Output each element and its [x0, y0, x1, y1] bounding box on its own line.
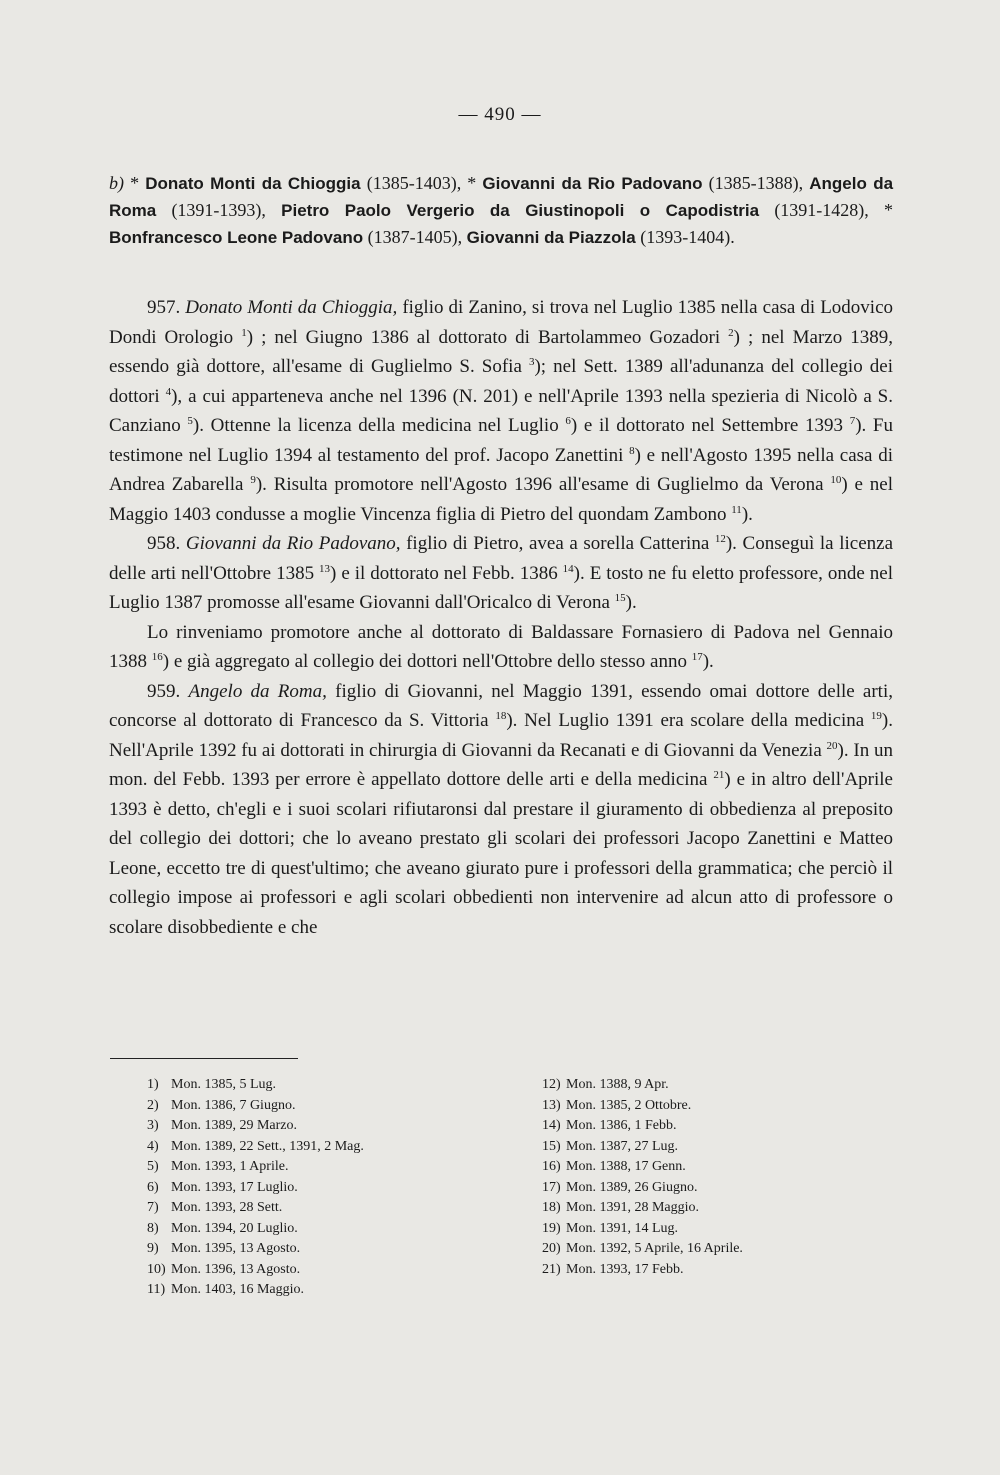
- footnote: 14) Mon. 1386, 1 Febb.: [542, 1118, 677, 1133]
- footnote-ref[interactable]: 1: [241, 326, 247, 339]
- footnote: 9) Mon. 1395, 13 Agosto.: [147, 1241, 301, 1256]
- section-label: b): [109, 173, 124, 193]
- section-name: Pietro Paolo Vergerio da Giustinopoli o Capodistria: [281, 201, 760, 220]
- footnote: 2) Mon. 1386, 7 Giugno.: [147, 1097, 296, 1113]
- footnote-ref[interactable]: 17: [691, 651, 703, 663]
- person-name: Giovanni da Rio Padovano,: [185, 533, 401, 554]
- footnote-ref[interactable]: 7: [849, 415, 856, 427]
- paragraph-958-continued: Lo rinveniamo promotore anche al dottorato di Baldassare Fornasiero di Padova nel Gennaio 1388 $^{16}$) e già aggregato al collegio dei dottori nell'Ottobre dello stesso anno $^{17}$).: [109, 621, 893, 672]
- section-entry: Giovanni da Piazzola (1393-1404).: [466, 227, 735, 247]
- footnote-ref[interactable]: 16: [151, 651, 163, 663]
- footnote: 10) Mon. 1396, 13 Agosto.: [147, 1261, 301, 1277]
- footnote: 5) Mon. 1393, 1 Aprile.: [147, 1159, 289, 1174]
- paragraph-958: 958. Giovanni da Rio Padovano, figlio di Pietro, avea a sorella Catterina $^{12}$). Conseguì la licenza delle arti nell'Ottobre 1385 $^{13}$) e il dottorato nel Febb. 1386 $^{14}$). E tosto ne fu eletto professore, onde nel Luglio 1387 promosse all'esame Giovanni dall'Oricalco di Verona $^{15}$).: [109, 533, 893, 613]
- footnote: 15) Mon. 1387, 27 Lug.: [542, 1138, 678, 1154]
- section-entry: * Giovanni da Rio Padovano (1385-1388),: [467, 173, 810, 193]
- footnote: 18) Mon. 1391, 28 Maggio.: [542, 1200, 699, 1215]
- footnote-ref[interactable]: 13: [319, 562, 331, 575]
- paragraph-959: 959. Angelo da Roma, figlio di Giovanni, nel Maggio 1391, essendo omai dottore delle arti, concorse al dottorato di Francesco da S. Vittoria $^{18}$). Nel Luglio 1391 era scolare della medicina $^{19}$). Nell'Aprile 1392 fu ai dottorati in chirurgia di Giovanni da Recanati e di Giovanni da Venezia $^{20}$). In un mon. del Febb. 1393 per errore è appellato dottore delle arti e della medicina $^{21}$) e in altro dell'Aprile 1393 è detto, ch'egli e i suoi scolari rifiutaronsi dal prestare il giuramento di obbedienza al preposito del collegio dei dottori; che lo aveano prestato gli scolari dei professori Jacopo Zanettini e Matteo Leone, eccetto tre di quest'ultimo; che aveano giurato pure i professori della grammatica; che perciò il collegio impose ai professori e agli scolari obbedienti non intervenire ad alcun atto di professore o scolare disobbediente e che: [109, 680, 894, 938]
- footnote-ref[interactable]: 19: [870, 710, 882, 722]
- footnote-divider: [110, 1058, 298, 1059]
- section-entry: * Donato Monti da Chioggia (1385-1403),: [130, 173, 468, 193]
- footnote-ref[interactable]: 18: [495, 710, 507, 722]
- footnotes-left-column: [147, 1075, 477, 1301]
- footnote-ref[interactable]: 2: [728, 326, 734, 339]
- footnote: 19) Mon. 1391, 14 Lug.: [542, 1220, 678, 1236]
- footnote: 6) Mon. 1393, 17 Luglio.: [147, 1179, 298, 1195]
- footnote: 16) Mon. 1388, 17 Genn.: [542, 1159, 686, 1174]
- footnote-ref[interactable]: 5: [187, 415, 193, 427]
- footnote-ref[interactable]: 12: [714, 533, 726, 545]
- footnote: 13) Mon. 1385, 2 Ottobre.: [542, 1097, 692, 1113]
- footnote: 3) Mon. 1389, 29 Marzo.: [147, 1118, 297, 1133]
- section-name: Angelo da Roma: [109, 174, 894, 220]
- footnote-ref[interactable]: 9: [250, 474, 256, 486]
- footnote-ref[interactable]: 3: [528, 356, 535, 368]
- footnote: 11) Mon. 1403, 16 Maggio.: [147, 1282, 304, 1297]
- footnote-ref[interactable]: 21: [713, 769, 725, 781]
- person-name: Donato Monti da Chioggia,: [185, 297, 398, 318]
- footnote-ref[interactable]: 20: [826, 739, 838, 752]
- footnote: 20) Mon. 1392, 5 Aprile, 16 Aprile.: [542, 1241, 743, 1256]
- footnote: 7) Mon. 1393, 28 Sett.: [147, 1200, 283, 1215]
- section-entry: Angelo da Roma (1391-1393),: [109, 174, 894, 220]
- section-name: Donato Monti da Chioggia: [145, 174, 361, 193]
- footnote: 1) Mon. 1385, 5 Lug.: [147, 1077, 276, 1092]
- footnote: 21) Mon. 1393, 17 Febb.: [542, 1261, 684, 1277]
- footnote: 17) Mon. 1389, 26 Giugno.: [542, 1179, 698, 1195]
- footnote-ref[interactable]: 4: [165, 385, 172, 398]
- section-name: Bonfrancesco Leone Padovano: [109, 228, 364, 247]
- person-name: Angelo da Roma,: [188, 680, 327, 702]
- section-name: Giovanni da Rio Padovano: [482, 174, 703, 193]
- footnote-ref[interactable]: 6: [565, 415, 571, 427]
- body-text: [109, 293, 893, 942]
- footnote-ref[interactable]: 11: [731, 503, 742, 516]
- footnote: 4) Mon. 1389, 22 Sett., 1391, 2 Mag.: [147, 1138, 364, 1154]
- footnote-ref[interactable]: 8: [629, 444, 635, 457]
- footnotes-right-column: [542, 1075, 872, 1280]
- paragraph-957: 957. Donato Monti da Chioggia, figlio di Zanino, si trova nel Luglio 1385 nella casa di Lodovico Dondi Orologio $^1$) ; nel Giugno 1386 al dottorato di Bartolammeo Gozadori $^2$) ; nel Marzo 1389, essendo già dottore, all'esame di Guglielmo S. Sofia $^3$); nel Sett. 1389 all'adunanza del collegio dei dottori $^4$), a cui apparteneva anche nel 1396 (N. 201) e nell'Aprile 1393 nella spezieria di Nicolò a S. Canziano $^5$). Ottenne la licenza della medicina nel Luglio $^6$) e il dottorato nel Settembre 1393 $^7$). Fu testimone nel Luglio 1394 al testamento del prof. Jacopo Zanettini $^8$) e nell'Agosto 1395 nella casa di Andrea Zabarella $^9$). Risulta promotore nell'Agosto 1396 all'esame di Guglielmo da Verona $^{10}$) e nel Maggio 1403 condusse a moglie Vincenza figlia di Pietro del quondam Zambono $^{11}$).: [109, 297, 894, 525]
- page-number: — 490 —: [458, 104, 542, 125]
- footnote: 8) Mon. 1394, 20 Luglio.: [147, 1220, 298, 1236]
- section-entry: Pietro Paolo Vergerio da Giustinopoli o Capodistria (1391-1428),: [281, 200, 885, 220]
- footnote-ref[interactable]: 14: [562, 562, 574, 575]
- footnote: 12) Mon. 1388, 9 Apr.: [542, 1077, 669, 1092]
- footnote-ref[interactable]: 10: [830, 474, 842, 486]
- section-name: Giovanni da Piazzola: [466, 228, 636, 247]
- section-entry: * Bonfrancesco Leone Padovano (1387-1405),: [109, 200, 894, 247]
- footnote-ref[interactable]: 15: [614, 592, 626, 604]
- section-heading: [109, 170, 893, 251]
